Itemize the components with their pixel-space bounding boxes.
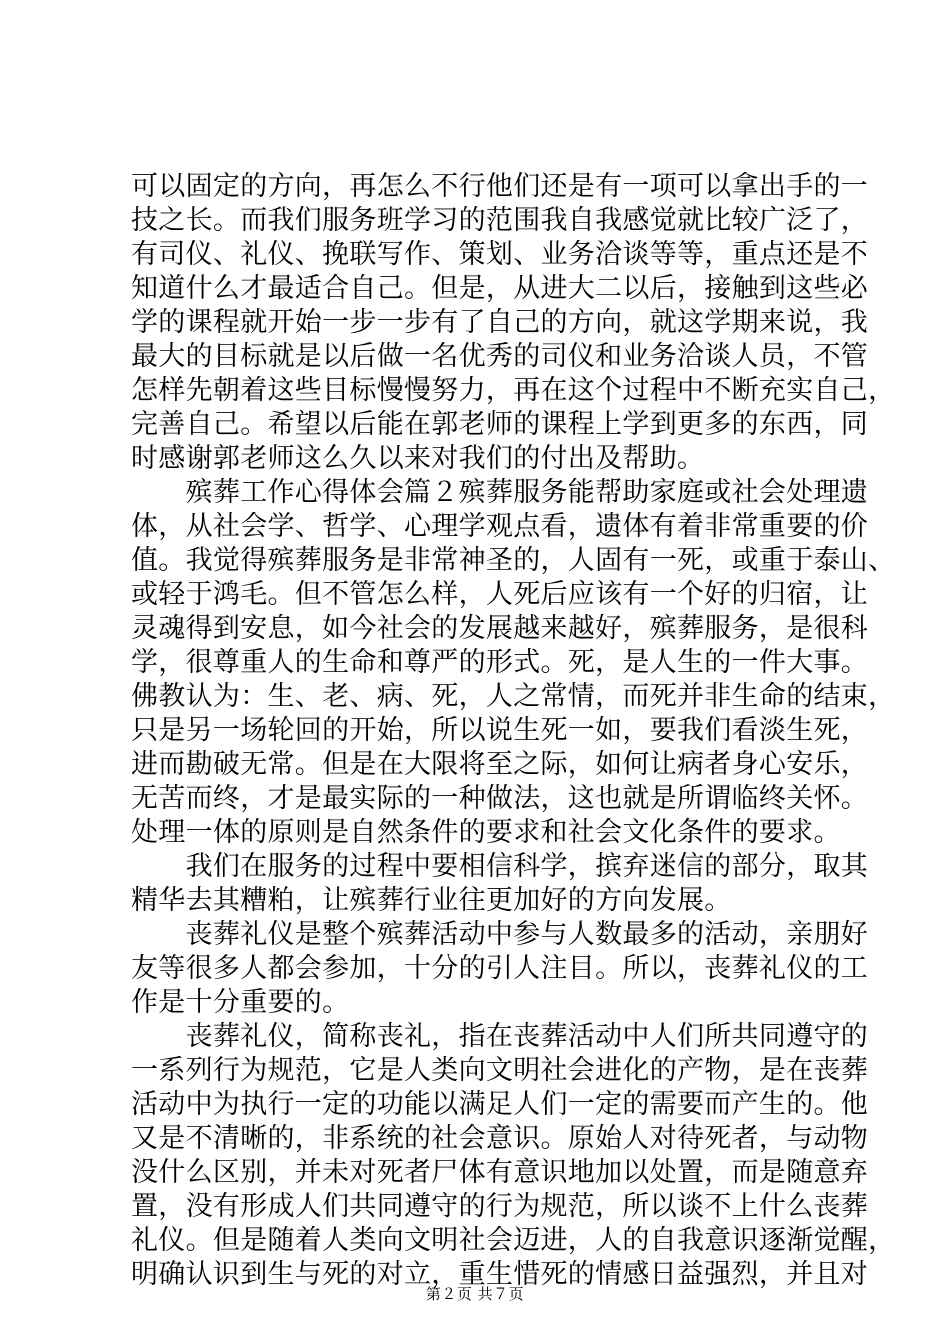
body-line: 明确认识到生与死的对立，重生惜死的情感日益强烈，并且对 (131, 1259, 869, 1290)
body-line: 完善自己。希望以后能在郭老师的课程上学到更多的东西，同 (131, 409, 869, 440)
body-line: 或轻于鸿毛。但不管怎么样，人死后应该有一个好的归宿，让 (131, 579, 869, 610)
paragraph-start-line: 我们在服务的过程中要相信科学，摈弃迷信的部分，取其 (131, 851, 869, 882)
body-line: 学，很尊重人的生命和尊严的形式。死，是人生的一件大事。 (131, 647, 869, 678)
body-line: 友等很多人都会参加，十分的引人注目。所以，丧葬礼仪的工 (131, 953, 869, 984)
body-line: 怎样先朝着这些目标慢慢努力，再在这个过程中不断充实自己， (131, 375, 896, 406)
body-line: 一系列行为规范，它是人类向文明社会进化的产物，是在丧葬 (131, 1055, 869, 1086)
body-line: 最大的目标就是以后做一名优秀的司仪和业务洽谈人员，不管 (131, 341, 869, 372)
body-line: 没什么区别，并未对死者尸体有意识地加以处置，而是随意弃 (131, 1157, 869, 1188)
body-line: 置，没有形成人们共同遵守的行为规范，所以谈不上什么丧葬 (131, 1191, 869, 1222)
body-line: 有司仪、礼仪、挽联写作、策划、业务洽谈等等，重点还是不 (131, 239, 869, 270)
body-line: 知道什么才最适合自己。但是，从进大二以后，接触到这些必 (131, 273, 869, 304)
body-line: 只是另一场轮回的开始，所以说生死一如，要我们看淡生死， (131, 715, 869, 746)
body-line: 技之长。而我们服务班学习的范围我自我感觉就比较广泛了， (131, 205, 869, 236)
page-footer (0, 1284, 950, 1304)
body-line: 佛教认为：生、老、病、死，人之常情，而死并非生命的结束， (131, 681, 896, 712)
body-line: 进而勘破无常。但是在大限将至之际，如何让病者身心安乐， (131, 749, 869, 780)
body-line: 灵魂得到安息，如今社会的发展越来越好，殡葬服务，是很科 (131, 613, 869, 644)
paragraph-start-line: 丧葬礼仪，简称丧礼，指在丧葬活动中人们所共同遵守的 (131, 1021, 869, 1052)
body-line: 作是十分重要的。 (131, 987, 350, 1018)
body-line: 无苦而终，才是最实际的一种做法，这也就是所谓临终关怀。 (131, 783, 869, 814)
body-line: 体，从社会学、哲学、心理学观点看，遗体有着非常重要的价 (131, 511, 869, 542)
body-line: 处理一体的原则是自然条件的要求和社会文化条件的要求。 (131, 817, 841, 848)
body-line: 时感谢郭老师这么久以来对我们的付出及帮助。 (131, 443, 705, 474)
paragraph-start-line: 殡葬工作心得体会篇２殡葬服务能帮助家庭或社会处理遗 (131, 477, 869, 508)
body-line: 精华去其糟粕，让殡葬行业往更加好的方向发展。 (131, 885, 732, 916)
paragraph-start-line: 丧葬礼仪是整个殡葬活动中参与人数最多的活动，亲朋好 (131, 919, 869, 950)
page-number-label: 第２页 共７页 (425, 1285, 525, 1303)
body-line: 可以固定的方向，再怎么不行他们还是有一项可以拿出手的一 (131, 171, 869, 202)
body-line: 又是不清晰的，非系统的社会意识。原始人对待死者，与动物 (131, 1123, 869, 1154)
body-line: 值。我觉得殡葬服务是非常神圣的，人固有一死，或重于泰山、 (131, 545, 896, 576)
body-line: 活动中为执行一定的功能以满足人们一定的需要而产生的。他 (131, 1089, 869, 1120)
body-line: 学的课程就开始一步一步有了自己的方向，就这学期来说，我 (131, 307, 869, 338)
body-line: 礼仪。但是随着人类向文明社会迈进，人的自我意识逐渐觉醒， (131, 1225, 896, 1256)
